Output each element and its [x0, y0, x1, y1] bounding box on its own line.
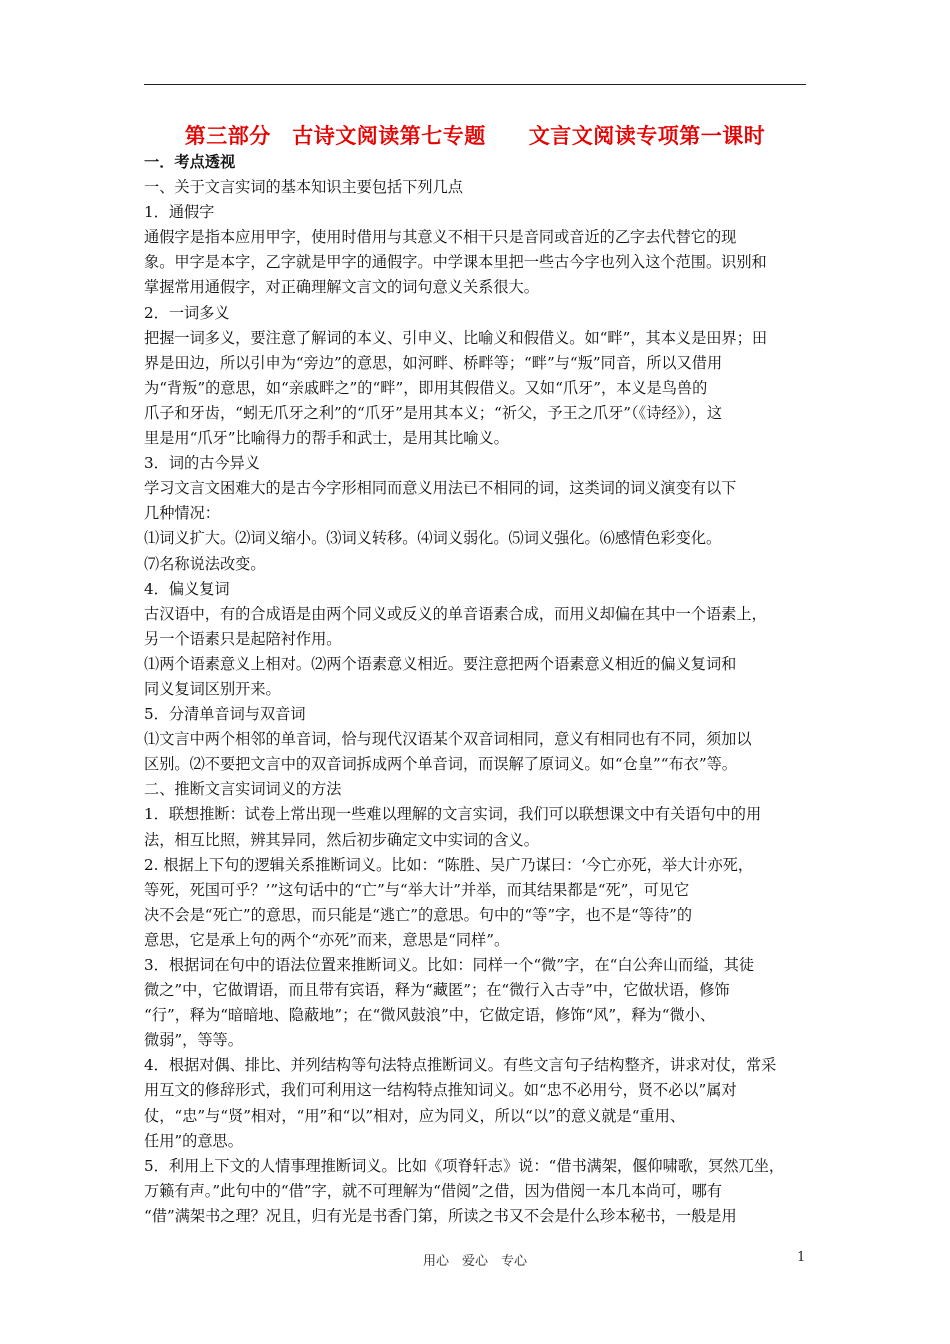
text-line: 5．分清单音词与双音词 [144, 705, 306, 724]
text-line: 几种情况： [144, 504, 220, 523]
text-line: 4．偏义复词 [144, 579, 230, 598]
text-line: ⑴词义扩大。⑵词义缩小。⑶词义转移。⑷词义弱化。⑸词义强化。⑹感情色彩变化。 [144, 529, 722, 548]
text-line: 3．词的古今异义 [144, 454, 260, 473]
text-line: 等死，死国可乎？’”这句话中的“亡”与“举大计”并举，而其结果都是“死”，可见它 [144, 880, 690, 899]
text-line: ⑴文言中两个相邻的单音词，恰与现代汉语某个双音词相同，意义有相同也有不同，须加以 [144, 730, 752, 749]
text-line: 里是用“爪牙”比喻得力的帮手和武士，是用其比喻义。 [144, 429, 509, 448]
text-line: 爪子和牙齿，“蚓无爪牙之利”的“爪牙”是用其本义；“祈父，予王之爪牙”（《诗经》），这 [144, 403, 723, 422]
text-line: 仗，“忠”与“贤”相对，“用”和“以”相对，应为同义，所以“以”的意义就是“重用、 [144, 1106, 686, 1125]
text-line: ⑺名称说法改变。 [144, 554, 266, 573]
text-line: 把握一词多义，要注意了解词的本义、引申义、比喻义和假借义。如“畔”，其本义是田界；田 [144, 328, 768, 347]
text-line: 决不会是“死亡”的意思，而只能是“逃亡”的意思。句中的“等”字，也不是“等待”的 [144, 905, 693, 924]
footer-motto: 用心 爱心 专心 [422, 1254, 527, 1269]
text-line: 万籁有声。”此句中的“借”字，就不可理解为“借阅”之借，因为借阅一本几本尚可，哪有 [144, 1181, 722, 1200]
text-line: ⑴两个语素意义上相对。⑵两个语素意义相近。要注意把两个语素意义相近的偏义复词和 [144, 654, 737, 673]
text-line: 一、关于文言实词的基本知识主要包括下列几点 [144, 178, 463, 197]
page-number: 1 [797, 1250, 806, 1265]
document-body [144, 150, 812, 1229]
text-line: 2. 根据上下句的逻辑关系推断词义。比如：“陈胜、吴广乃谋曰：‘今亡亦死，举大计亦死， [144, 855, 754, 874]
header-rule [144, 84, 806, 85]
text-line: 一．考点透视 [144, 153, 236, 171]
text-line: 5．利用上下文的人情事理推断词义。比如《项脊轩志》说：“借书满架，偃仰啸歌，冥然兀坐， [144, 1156, 785, 1175]
text-line: 1．通假字 [144, 203, 215, 222]
text-line: 3．根据词在句中的语法位置来推断词义。比如：同样一个“微”字，在“白公奔山而缢，其徒 [144, 956, 755, 974]
text-line: 2．一词多义 [144, 303, 230, 322]
text-line: 学习文言文困难大的是古今字形相同而意义用法已不相同的词，这类词的词义演变有以下 [144, 479, 737, 498]
text-line: 4．根据对偶、排比、并列结构等句法特点推断词义。有些文言句子结构整齐，讲求对仗，常采 [144, 1056, 777, 1075]
text-line: 掌握常用通假字，对正确理解文言文的词句意义关系很大。 [144, 278, 539, 297]
text-line: 法，相互比照，辨其异同，然后初步确定文中实词的含义。 [144, 830, 539, 849]
text-line: 区别。⑵不要把文言中的双音词拆成两个单音词，而误解了原词义。如“仓皇”“布衣”等。 [144, 755, 737, 774]
page-title: 第三部分 古诗文阅读第七专题 文言文阅读专项第一课时 [184, 123, 766, 148]
text-line: 1．联想推断：试卷上常出现一些难以理解的文言实词，我们可以联想课文中有关语句中的用 [144, 805, 762, 824]
text-line: 界是田边，所以引申为“旁边”的意思，如河畔、桥畔等；“畔”与“叛”同音，所以又借用 [144, 353, 723, 372]
text-line: 任用”的意思。 [144, 1131, 243, 1150]
text-line: “行”，释为“暗暗地、隐蔽地”；在“微风鼓浪”中，它做定语，修饰“风”，释为“微小、 [144, 1006, 716, 1025]
text-line: 另一个语素只是起陪衬作用。 [144, 629, 342, 648]
text-line: 用互文的修辞形式，我们可利用这一结构特点推知词义。如“忠不必用兮，贤不必以”属对 [144, 1081, 737, 1100]
text-line: 象。甲字是本字，乙字就是甲字的通假字。中学课本里把一些古今字也列入这个范围。识别和 [144, 253, 767, 272]
text-line: 意思，它是承上句的两个“亦死”而来，意思是“同样”。 [144, 930, 510, 949]
text-line: 微弱”，等等。 [144, 1031, 243, 1050]
text-line: “借”满架书之理？况且，归有光是书香门第，所读之书又不会是什么珍本秘书，一般是用 [144, 1206, 737, 1225]
text-line: 微之”中，它做谓语，而且带有宾语，释为“藏匿”；在“微行入古寺”中，它做状语，修饰 [144, 981, 730, 1000]
text-line: 通假字是指本应用甲字，使用时借用与其意义不相干只是音同或音近的乙字去代替它的现 [144, 228, 737, 247]
text-line: 为“背叛”的意思，如“亲戚畔之”的“畔”，即用其假借义。又如“爪牙”，本义是鸟兽的 [144, 378, 708, 397]
text-line: 古汉语中，有的合成语是由两个同义或反义的单音语素合成，而用义却偏在其中一个语素上， [144, 604, 767, 623]
text-line: 二、推断文言实词词义的方法 [144, 780, 342, 799]
text-line: 同义复词区别开来。 [144, 679, 281, 698]
